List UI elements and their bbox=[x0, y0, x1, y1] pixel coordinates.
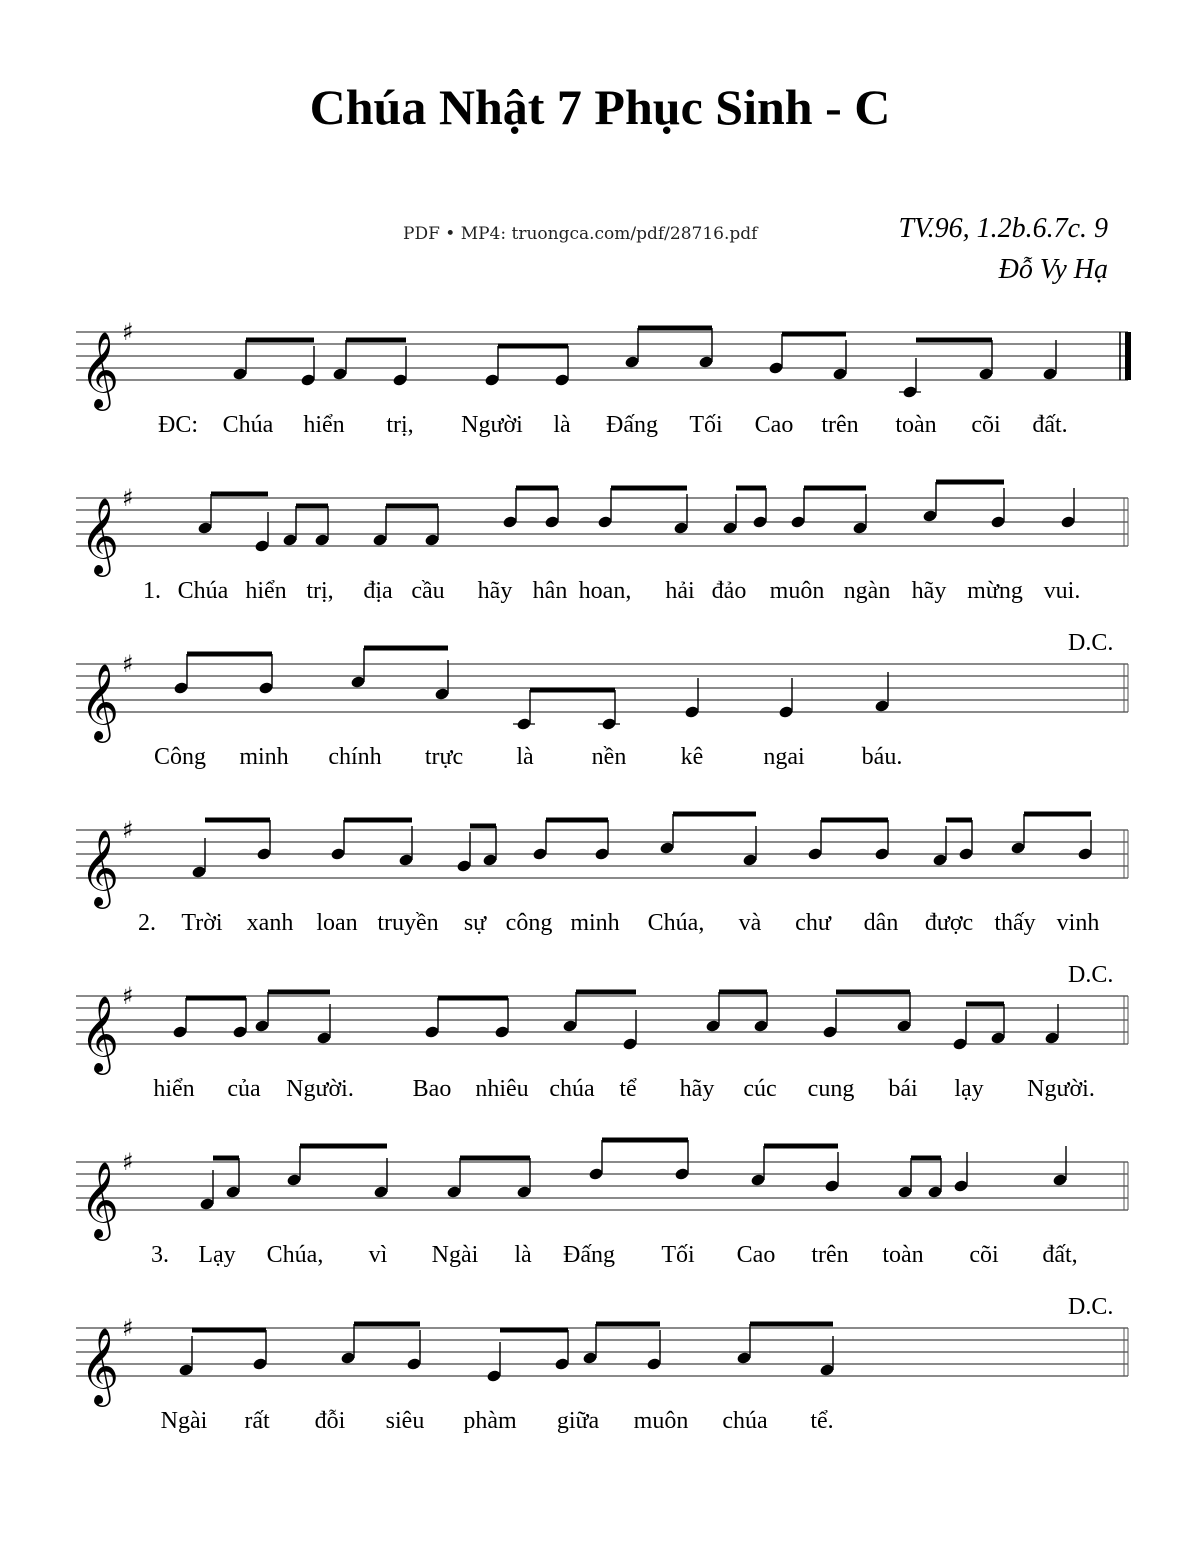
sharp-sign-icon: ♯ bbox=[122, 484, 134, 512]
lyric-syllable: 2. bbox=[138, 910, 156, 936]
treble-clef-icon: 𝄞 bbox=[80, 331, 120, 408]
lyric-syllable: phàm bbox=[463, 1408, 517, 1434]
lyric-syllable: thấy bbox=[994, 910, 1036, 936]
treble-clef-icon: 𝄞 bbox=[80, 663, 120, 740]
dc-marking: D.C. bbox=[1068, 630, 1114, 656]
lyric-syllable: hãy bbox=[911, 578, 947, 604]
lyric-syllable: hải bbox=[665, 578, 695, 604]
lyric-syllable: Tối bbox=[661, 1242, 695, 1268]
lyric-syllable: nền bbox=[591, 744, 627, 770]
lyric-syllable: muôn bbox=[633, 1408, 689, 1434]
lyric-syllable: loan bbox=[316, 910, 358, 936]
sharp-sign-icon: ♯ bbox=[122, 318, 134, 346]
lyric-syllable: Công bbox=[153, 744, 207, 770]
lyrics-line bbox=[0, 578, 1200, 618]
lyric-syllable: Người. bbox=[1027, 1076, 1095, 1102]
sharp-sign-icon: ♯ bbox=[122, 650, 134, 678]
lyric-syllable: giữa bbox=[556, 1408, 600, 1434]
lyric-syllable: trị, bbox=[306, 578, 334, 604]
lyric-syllable: hiển bbox=[245, 578, 287, 604]
lyric-syllable: là bbox=[516, 744, 534, 770]
lyric-syllable: siêu bbox=[385, 1408, 425, 1434]
lyric-syllable: của bbox=[227, 1076, 261, 1102]
lyric-syllable: đỗi bbox=[314, 1408, 346, 1434]
lyric-syllable: chính bbox=[328, 744, 382, 770]
treble-clef-icon: 𝄞 bbox=[80, 497, 120, 574]
lyric-syllable: minh bbox=[570, 910, 620, 936]
lyric-syllable: là bbox=[514, 1242, 532, 1268]
composer-name: Đỗ Vy Hạ bbox=[998, 254, 1108, 285]
psalm-reference: TV.96, 1.2b.6.7c. 9 bbox=[898, 213, 1108, 244]
lyric-syllable: Người bbox=[461, 412, 523, 438]
lyric-syllable: 1. bbox=[143, 578, 161, 604]
lyric-syllable: Bao bbox=[412, 1076, 452, 1102]
lyric-syllable: vì bbox=[368, 1242, 388, 1268]
lyric-syllable: địa bbox=[363, 578, 393, 604]
lyrics-line bbox=[0, 1076, 1200, 1116]
lyric-syllable: trên bbox=[821, 412, 859, 438]
lyric-syllable: Đấng bbox=[563, 1242, 615, 1268]
treble-clef-icon: 𝄞 bbox=[80, 829, 120, 906]
lyric-syllable: kê bbox=[680, 744, 704, 770]
lyric-syllable: là bbox=[553, 412, 571, 438]
sharp-sign-icon: ♯ bbox=[122, 1148, 134, 1176]
lyric-syllable: ĐC: bbox=[157, 412, 199, 438]
source-link[interactable]: PDF • MP4: truongca.com/pdf/28716.pdf bbox=[403, 224, 758, 244]
lyric-syllable: vui. bbox=[1043, 578, 1081, 604]
lyric-syllable: Chúa, bbox=[266, 1242, 324, 1268]
lyric-syllable: và bbox=[738, 910, 762, 936]
lyric-syllable: tể. bbox=[810, 1408, 834, 1434]
lyric-syllable: Lạy bbox=[198, 1242, 236, 1268]
lyric-syllable: nhiêu bbox=[475, 1076, 529, 1102]
lyric-syllable: báu. bbox=[861, 744, 903, 770]
lyric-syllable: công bbox=[505, 910, 553, 936]
lyric-syllable: mừng bbox=[967, 578, 1023, 604]
lyric-syllable: toàn bbox=[895, 412, 937, 438]
lyrics-line bbox=[0, 1242, 1200, 1282]
lyric-syllable: chúa bbox=[722, 1408, 768, 1434]
lyric-syllable: ngai bbox=[763, 744, 805, 770]
lyric-syllable: Trời bbox=[181, 910, 223, 936]
lyric-syllable: toàn bbox=[882, 1242, 924, 1268]
dc-marking: D.C. bbox=[1068, 1294, 1114, 1320]
lyric-syllable: Ngài bbox=[431, 1242, 479, 1268]
lyric-syllable: cúc bbox=[743, 1076, 777, 1102]
lyric-syllable: dân bbox=[863, 910, 899, 936]
lyric-syllable: hoan, bbox=[578, 578, 632, 604]
sharp-sign-icon: ♯ bbox=[122, 816, 134, 844]
treble-clef-icon: 𝄞 bbox=[80, 995, 120, 1072]
lyric-syllable: được bbox=[924, 910, 974, 936]
lyric-syllable: xanh bbox=[246, 910, 294, 936]
lyric-syllable: cung bbox=[807, 1076, 855, 1102]
lyric-syllable: Chúa, bbox=[647, 910, 705, 936]
lyric-syllable: đảo bbox=[711, 578, 747, 604]
lyric-syllable: trực bbox=[424, 744, 464, 770]
lyric-syllable: chúa bbox=[549, 1076, 595, 1102]
lyric-syllable: đất. bbox=[1032, 412, 1068, 438]
lyric-syllable: lạy bbox=[954, 1076, 984, 1102]
lyric-syllable: đất, bbox=[1042, 1242, 1078, 1268]
lyric-syllable: vinh bbox=[1056, 910, 1100, 936]
sharp-sign-icon: ♯ bbox=[122, 1314, 134, 1342]
lyrics-line bbox=[0, 412, 1200, 452]
lyric-syllable: 3. bbox=[151, 1242, 169, 1268]
page-title: Chúa Nhật 7 Phục Sinh - C bbox=[309, 79, 891, 135]
sharp-sign-icon: ♯ bbox=[122, 982, 134, 1010]
lyric-syllable: trên bbox=[811, 1242, 849, 1268]
lyrics-line bbox=[0, 744, 1200, 784]
lyric-syllable: tể bbox=[619, 1076, 637, 1102]
lyric-syllable: hãy bbox=[679, 1076, 715, 1102]
lyric-syllable: Đấng bbox=[606, 412, 658, 438]
lyric-syllable: Chúa bbox=[222, 412, 274, 438]
lyric-syllable: hiển bbox=[303, 412, 345, 438]
lyric-syllable: ngàn bbox=[843, 578, 891, 604]
lyric-syllable: cõi bbox=[969, 1242, 999, 1268]
lyric-syllable: Tối bbox=[689, 412, 723, 438]
treble-clef-icon: 𝄞 bbox=[80, 1327, 120, 1404]
lyric-syllable: cầu bbox=[411, 578, 445, 604]
lyric-syllable: hiển bbox=[153, 1076, 195, 1102]
lyrics-line bbox=[0, 1408, 1200, 1448]
lyric-syllable: minh bbox=[239, 744, 289, 770]
lyric-syllable: trị, bbox=[386, 412, 414, 438]
lyric-syllable: cõi bbox=[971, 412, 1001, 438]
lyrics-line bbox=[0, 910, 1200, 950]
lyric-syllable: sự bbox=[463, 910, 487, 936]
lyric-syllable: muôn bbox=[769, 578, 825, 604]
lyric-syllable: hân bbox=[532, 578, 568, 604]
lyric-syllable: rất bbox=[244, 1408, 270, 1434]
lyric-syllable: chư bbox=[795, 910, 831, 936]
treble-clef-icon: 𝄞 bbox=[80, 1161, 120, 1238]
lyric-syllable: Cao bbox=[736, 1242, 776, 1268]
dc-marking: D.C. bbox=[1068, 962, 1114, 988]
lyric-syllable: bái bbox=[888, 1076, 918, 1102]
lyric-syllable: hãy bbox=[477, 578, 513, 604]
lyric-syllable: Chúa bbox=[177, 578, 229, 604]
lyric-syllable: Người. bbox=[286, 1076, 354, 1102]
lyric-syllable: Cao bbox=[754, 412, 794, 438]
lyric-syllable: truyền bbox=[377, 910, 439, 936]
lyric-syllable: Ngài bbox=[160, 1408, 208, 1434]
